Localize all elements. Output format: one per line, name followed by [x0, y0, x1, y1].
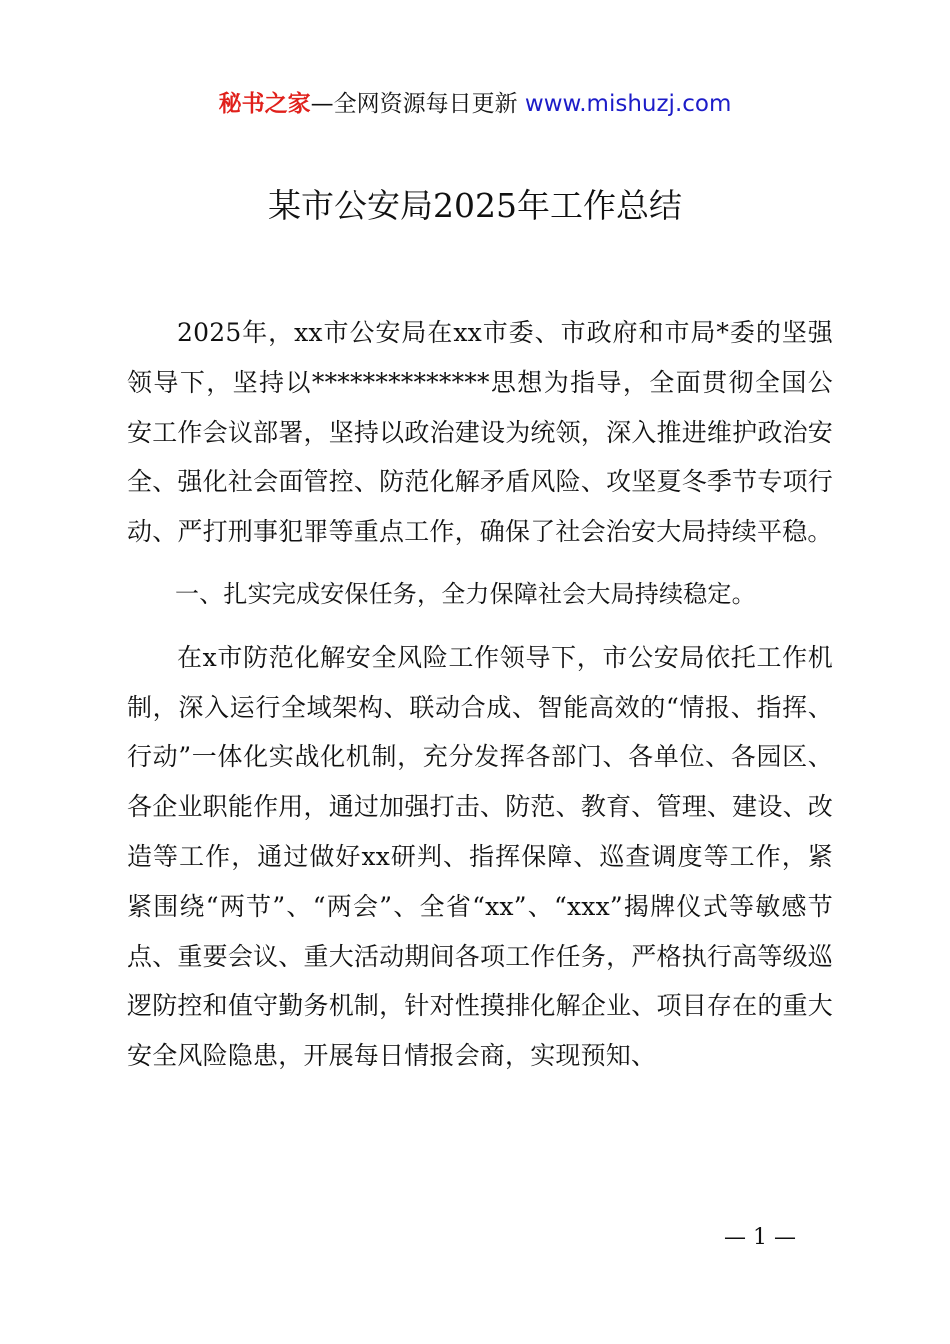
- document-body: [127, 308, 833, 1081]
- page-number: — 1 —: [724, 1225, 796, 1250]
- document-title: 某市公安局2025年工作总结: [268, 186, 682, 225]
- section-1-paragraph: 在x市防范化解安全风险工作领导下，市公安局依托工作机制，深入运行全域架构、联动合成、智能高效的“情报、指挥、行动”一体化实战化机制，充分发挥各部门、各单位、各园区、各企业职能作用，通过加强打击、防范、教育、管理、建设、改造等工作，通过做好xx研判、指挥保障、巡查调度等工作，紧紧围绕“两节”、“两会”、全省“xx”、“xxx”揭牌仪式等敏感节点、重要会议、重大活动期间各项工作任务，严格执行高等级巡逻防控和值守勤务机制，针对性摸排化解企业、项目存在的重大安全风险隐患，开展每日情报会商，实现预知、: [127, 642, 833, 1071]
- header-banner: [0, 86, 950, 122]
- brand-name: 秘书之家: [218, 91, 311, 117]
- intro-paragraph: 2025年，xx市公安局在xx市委、市政府和市局*委的坚强领导下，坚持以**************思想为指导，全面贯彻全国公安工作会议部署，坚持以政治建设为统领，深入推进维护政治安全、强化社会面管控、防范化解矛盾风险、攻坚夏冬季节专项行动、严打刑事犯罪等重点工作，确保了社会治安大局持续平稳。: [127, 318, 833, 547]
- header-tagline: —全网资源每日更新: [310, 91, 518, 117]
- section-heading-1: 一、扎实完成安保任务，全力保障社会大局持续稳定。: [175, 579, 756, 608]
- website-link[interactable]: www.mishuzj.com: [524, 91, 732, 117]
